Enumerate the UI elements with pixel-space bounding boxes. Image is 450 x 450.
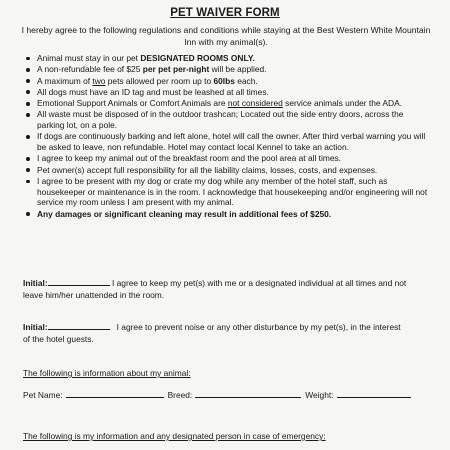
rule-item: Pet owner(s) accept full responsibility for all the liability claims, losses, costs, and expenses. bbox=[37, 165, 429, 176]
weight-label: Weight: bbox=[305, 390, 334, 400]
form-title: PET WAIVER FORM bbox=[170, 7, 280, 19]
initial-clause-text: I agree to prevent noise or any other disturbance by my pet(s), in the interest of the hotel guests. bbox=[23, 322, 401, 344]
rule-item: I agree to be present with my dog or crate my dog while any member of the hotel staff, such as housekeeper or maintenance is in the room. I acknowledge that housekeeping and/or engineering will not service my room unless I am present with my animal. bbox=[37, 176, 428, 208]
pet-info-row bbox=[23, 390, 433, 400]
pet-name-field[interactable] bbox=[66, 390, 164, 398]
intro-paragraph: I hereby agree to the following regulations and conditions while staying at the Best Western White Mountain Inn with my animal(s). bbox=[21, 25, 431, 47]
pet-name-label: Pet Name: bbox=[23, 390, 63, 400]
initial-clause-text: I agree to keep my pet(s) with me or a designated individual at all times and not leave him/her unattended in the room. bbox=[23, 278, 407, 300]
weight-field[interactable] bbox=[337, 390, 411, 398]
rule-item: Any damages or significant cleaning may result in additional fees of $250. bbox=[37, 209, 429, 220]
initial-clause-unattended bbox=[23, 278, 408, 301]
initial-clause-noise bbox=[23, 322, 408, 345]
initial-field[interactable] bbox=[48, 322, 110, 330]
animal-info-heading: The following is information about my animal: bbox=[23, 368, 191, 378]
initial-label: Initial: bbox=[23, 322, 48, 332]
breed-label: Breed: bbox=[167, 390, 193, 400]
rule-item: Emotional Support Animals or Comfort Animals are not considered service animals under the ADA. bbox=[37, 98, 429, 109]
breed-field[interactable] bbox=[195, 390, 301, 398]
rule-item: A non-refundable fee of $25 per pet per-night will be applied. bbox=[37, 64, 429, 75]
initial-field[interactable] bbox=[48, 278, 110, 286]
rules-list bbox=[22, 53, 429, 220]
initial-label: Initial: bbox=[23, 278, 48, 288]
rule-item: If dogs are continuously barking and left alone, hotel will call the owner. After third verbal warning you will be asked to leave, non refundable. Hotel may contact local Kennel to take an action. bbox=[37, 131, 429, 152]
rule-item: A maximum of two pets allowed per room up to 60lbs each. bbox=[37, 76, 429, 87]
rule-item: Animal must stay in our pet DESIGNATED ROOMS ONLY. bbox=[37, 53, 429, 64]
rule-item: All waste must be disposed of in the outdoor trashcan; Located out the side entry doors, across the parking lot, on a pole. bbox=[37, 109, 429, 130]
rule-item: All dogs must have an ID tag and must be leashed at all times. bbox=[37, 87, 429, 98]
emergency-info-heading: The following is my information and any designated person in case of emergency: bbox=[23, 431, 326, 441]
rule-item: I agree to keep my animal out of the breakfast room and the pool area at all times. bbox=[37, 153, 429, 164]
